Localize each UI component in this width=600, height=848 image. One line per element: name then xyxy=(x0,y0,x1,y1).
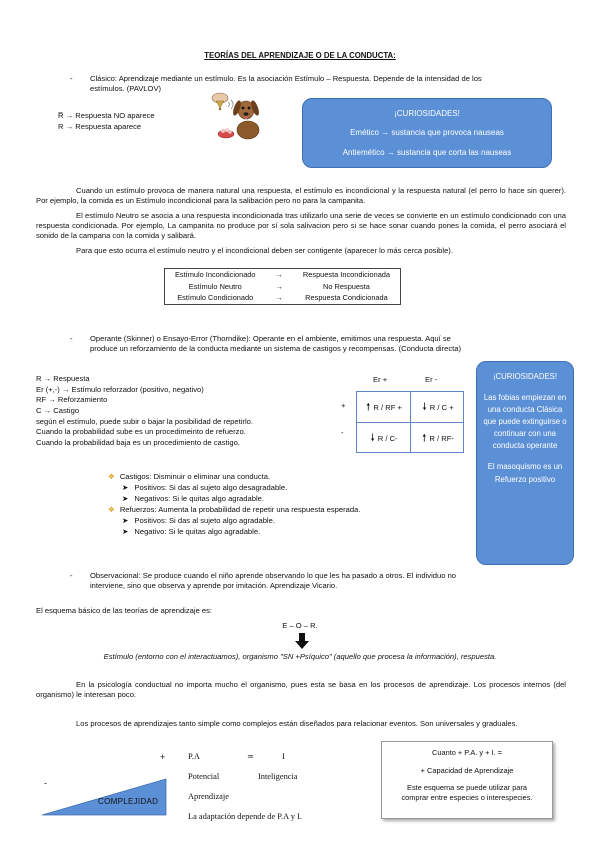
diamond-bullet-icon: ❖ xyxy=(108,472,115,481)
masoquismo-text: El masoquismo es un Refuerzo positivo xyxy=(487,462,563,484)
list-item xyxy=(108,515,360,526)
curiosidades-heading: ¡CURIOSIDADES! xyxy=(394,109,460,118)
emetico-line: Emético → sustancia que provoca nauseas xyxy=(350,128,504,138)
list-item xyxy=(108,482,360,493)
up-arrow-icon: 🠕 xyxy=(366,402,371,413)
observacional-line1: Observacional: Se produce cuando el niño aprende observando lo que les ha pasado a otros. El individuo no xyxy=(90,571,457,580)
paragraph-estimulo-incondicional: Cuando un estímulo provoca de manera natural una respuesta, el estímulo es incondicional y la respuesta natural (el perro lo hace sin querer). Por ejemplo, la comida es un Estímulo incondicional para la salibación pero no para la campanita. xyxy=(36,186,566,205)
aprendizaje-label: Aprendizaje xyxy=(188,792,229,801)
pa-label: P.A xyxy=(188,752,200,761)
up-arrow-icon: 🠕 xyxy=(422,433,427,444)
grid-cell xyxy=(411,392,465,423)
r-no-line: R̅ → Respuesta NO aparece xyxy=(58,111,155,120)
paragraph-procesos-aprendizaje: Los procesos de aprendizajes tanto simple como complejos están diseñados para relacionar eventos. Son universales y graduales. xyxy=(76,719,518,728)
table-cell: No Respuesta xyxy=(323,281,370,291)
capacidad-aprendizaje-box xyxy=(381,741,553,819)
curiosidades-heading: ¡CURIOSIDADES! xyxy=(492,372,558,381)
table-row xyxy=(165,281,401,293)
grid-cell xyxy=(357,392,411,423)
paragraph-psicologia-conductual: En la psicología conductual no importa mucho el organismo, pues esta se basa en los procesos de aprendizaje. Los procesos internos (del organismo) le interesan poco. xyxy=(36,680,566,699)
approx-label: ≃ xyxy=(247,752,255,761)
stimulus-table xyxy=(164,268,401,305)
arrow-cell: → xyxy=(275,293,283,303)
table-cell: Respuesta Condicionada xyxy=(305,293,388,303)
bullet-dash: - xyxy=(70,334,73,343)
down-arrow-icon: 🠗 xyxy=(422,402,427,413)
paragraph-contigente: Para que esto ocurra el estímulo neutro y el incondicional deben ser contigente (aparecer lo más cerca posible). xyxy=(76,246,453,255)
operante-line1: Operante (Skinner) o Ensayo-Error (Thorndike): Operante en el ambiente, emitimos una respuesta. Aquí se xyxy=(90,334,451,343)
clasico-line2: estímulos. (PAVLOV) xyxy=(90,83,162,93)
bullet-dash: - xyxy=(70,571,73,580)
def-line: según el estímulo, puede subir o bajar la posibilidad de repetirlo. xyxy=(36,416,253,426)
arrow-bullet-icon: ➤ xyxy=(122,516,129,525)
esquema-formula: E – O – R. xyxy=(282,621,318,630)
i-label: I xyxy=(282,752,285,761)
down-arrow-icon xyxy=(294,633,310,649)
grid-cell xyxy=(411,423,465,454)
arrow-bullet-icon: ➤ xyxy=(122,527,129,536)
refuerzos-head: Refuerzos: Aumenta la probabilidad de repetir una respuesta esperada. xyxy=(119,505,361,514)
r-si-line: R → Respuesta aparece xyxy=(58,122,142,131)
cell-label: R / C- xyxy=(377,433,398,443)
page-title: TEORÍAS DEL APRENDIZAJE O DE LA CONDUCTA: xyxy=(204,51,396,60)
arrow-bullet-icon: ➤ xyxy=(122,483,129,492)
grid-cell xyxy=(357,423,411,454)
operante-section xyxy=(90,334,560,354)
grid-col-header: Er + xyxy=(373,375,388,384)
curiosidades-callout-1 xyxy=(302,98,552,168)
antiemetico-line: Antiemético → sustancia que corta las nauseas xyxy=(342,147,512,157)
observacional-section xyxy=(90,571,560,591)
table-cell: Respuesta Incondicionada xyxy=(302,270,391,279)
clasico-line1: Clásico: Aprendizaje mediante un estímulo. Es la asociación Estímulo – Respuesta. Depende de la intensidad de los xyxy=(90,74,482,83)
cell-label: R / RF + xyxy=(373,402,402,412)
arrow-cell: → xyxy=(275,270,283,279)
operante-line2: produce un reforzamiento de la conducta mediante un sistema de castigos y recompensas. (Conducta directa) xyxy=(90,343,462,353)
castigos-head: Castigos: Disminuir o eliminar una conducta. xyxy=(119,472,271,481)
def-line: Cuando la probabilidad baja es un procedimiento de castigo. xyxy=(36,437,240,447)
reinforcement-grid xyxy=(356,391,464,453)
list-item xyxy=(108,493,360,504)
clasico-section xyxy=(90,74,560,94)
grid-row-header: + xyxy=(341,401,346,410)
curiosidades-callout-2 xyxy=(476,361,574,565)
arrow-cell: → xyxy=(275,281,283,291)
diamond-bullet-icon: ❖ xyxy=(108,505,115,514)
cell-label: R / RF- xyxy=(429,433,454,443)
def-line: C → Castigo xyxy=(36,405,80,415)
castigos-positivos: Positivos: Si das al sujeto algo desagradable. xyxy=(134,483,288,492)
inteligencia-label: Inteligencia xyxy=(258,772,298,781)
operante-definitions xyxy=(36,374,336,448)
table-row xyxy=(165,292,401,304)
grid-col-header: Er - xyxy=(425,375,438,384)
potencial-label: Potencial xyxy=(188,772,220,781)
table-row xyxy=(165,269,401,281)
cell-label: R / C + xyxy=(429,402,454,412)
def-line: R → Respuesta xyxy=(36,374,90,383)
refuerzos-positivos: Positivos: Si das al sujeto algo agradable. xyxy=(134,516,275,525)
refuerzos-negativos: Negativo: Si le quitas algo agradable. xyxy=(134,527,261,536)
down-arrow-icon: 🠗 xyxy=(370,433,375,444)
minus-label: - xyxy=(44,778,47,788)
def-line: Cuando la probabilidad sube es un procedimeinto de refuerzo. xyxy=(36,427,246,437)
dog-bell-illustration xyxy=(206,88,266,144)
list-item xyxy=(108,471,360,482)
castigos-refuerzos-list xyxy=(108,471,360,537)
castigos-negativos: Negativos: Si le quitas algo agradable. xyxy=(134,494,264,503)
box-line: Este esquema se puede utilizar para comprar entre especies o interespecies. xyxy=(401,783,533,802)
esquema-explanation: Estímulo (entorno con el interactuamos), organismo "SN +Psíquico" (aquello que procesa la información), respuesta. xyxy=(103,652,497,661)
def-line: RF → Reforzamiento xyxy=(36,395,108,405)
table-cell: Estímulo Condicionado xyxy=(177,293,254,303)
box-line: Cuanto + P.A. y + I. = xyxy=(432,748,502,757)
plus-label: + xyxy=(160,752,166,762)
table-cell: Estímulo Incondicionado xyxy=(175,270,256,279)
bullet-dash: - xyxy=(70,74,73,83)
observacional-line2: interviene, sino que observa y aprende por imitación. Aprendizaje Vicario. xyxy=(90,580,338,590)
list-item xyxy=(108,526,360,537)
esquema-intro: El esquema básico de las teorías de aprendizaje es: xyxy=(36,606,213,615)
box-line: + Capacidad de Aprendizaje xyxy=(420,765,514,775)
list-item xyxy=(108,504,360,515)
fobias-text: Las fobias empiezan en una conducta Clásica que puede extinguirse o continuar con una conducta operante xyxy=(483,393,567,451)
table-cell: Estímulo Neutro xyxy=(188,281,242,291)
paragraph-estimulo-neutro: El estímulo Neutro se asocia a una respuesta incondicionada tras utilizarlo una serie de veces se convierte en un estímulo condicionado con una respuesta condicionada. Por ejemplo, La campanita no produce por sí sola salivacion pero si se hace sonar cuando pones la comida, el perro asociará el sonido de la campana con la comida y salibará. xyxy=(36,211,566,240)
complejidad-label: COMPLEJIDAD xyxy=(98,797,159,806)
adaptacion-label: La adaptación depende de P.A y I. xyxy=(188,812,302,821)
def-line: Er (+,-) → Estímulo reforzador (positivo, negativo) xyxy=(36,384,204,394)
arrow-bullet-icon: ➤ xyxy=(122,494,129,503)
grid-row-header: - xyxy=(341,428,344,437)
